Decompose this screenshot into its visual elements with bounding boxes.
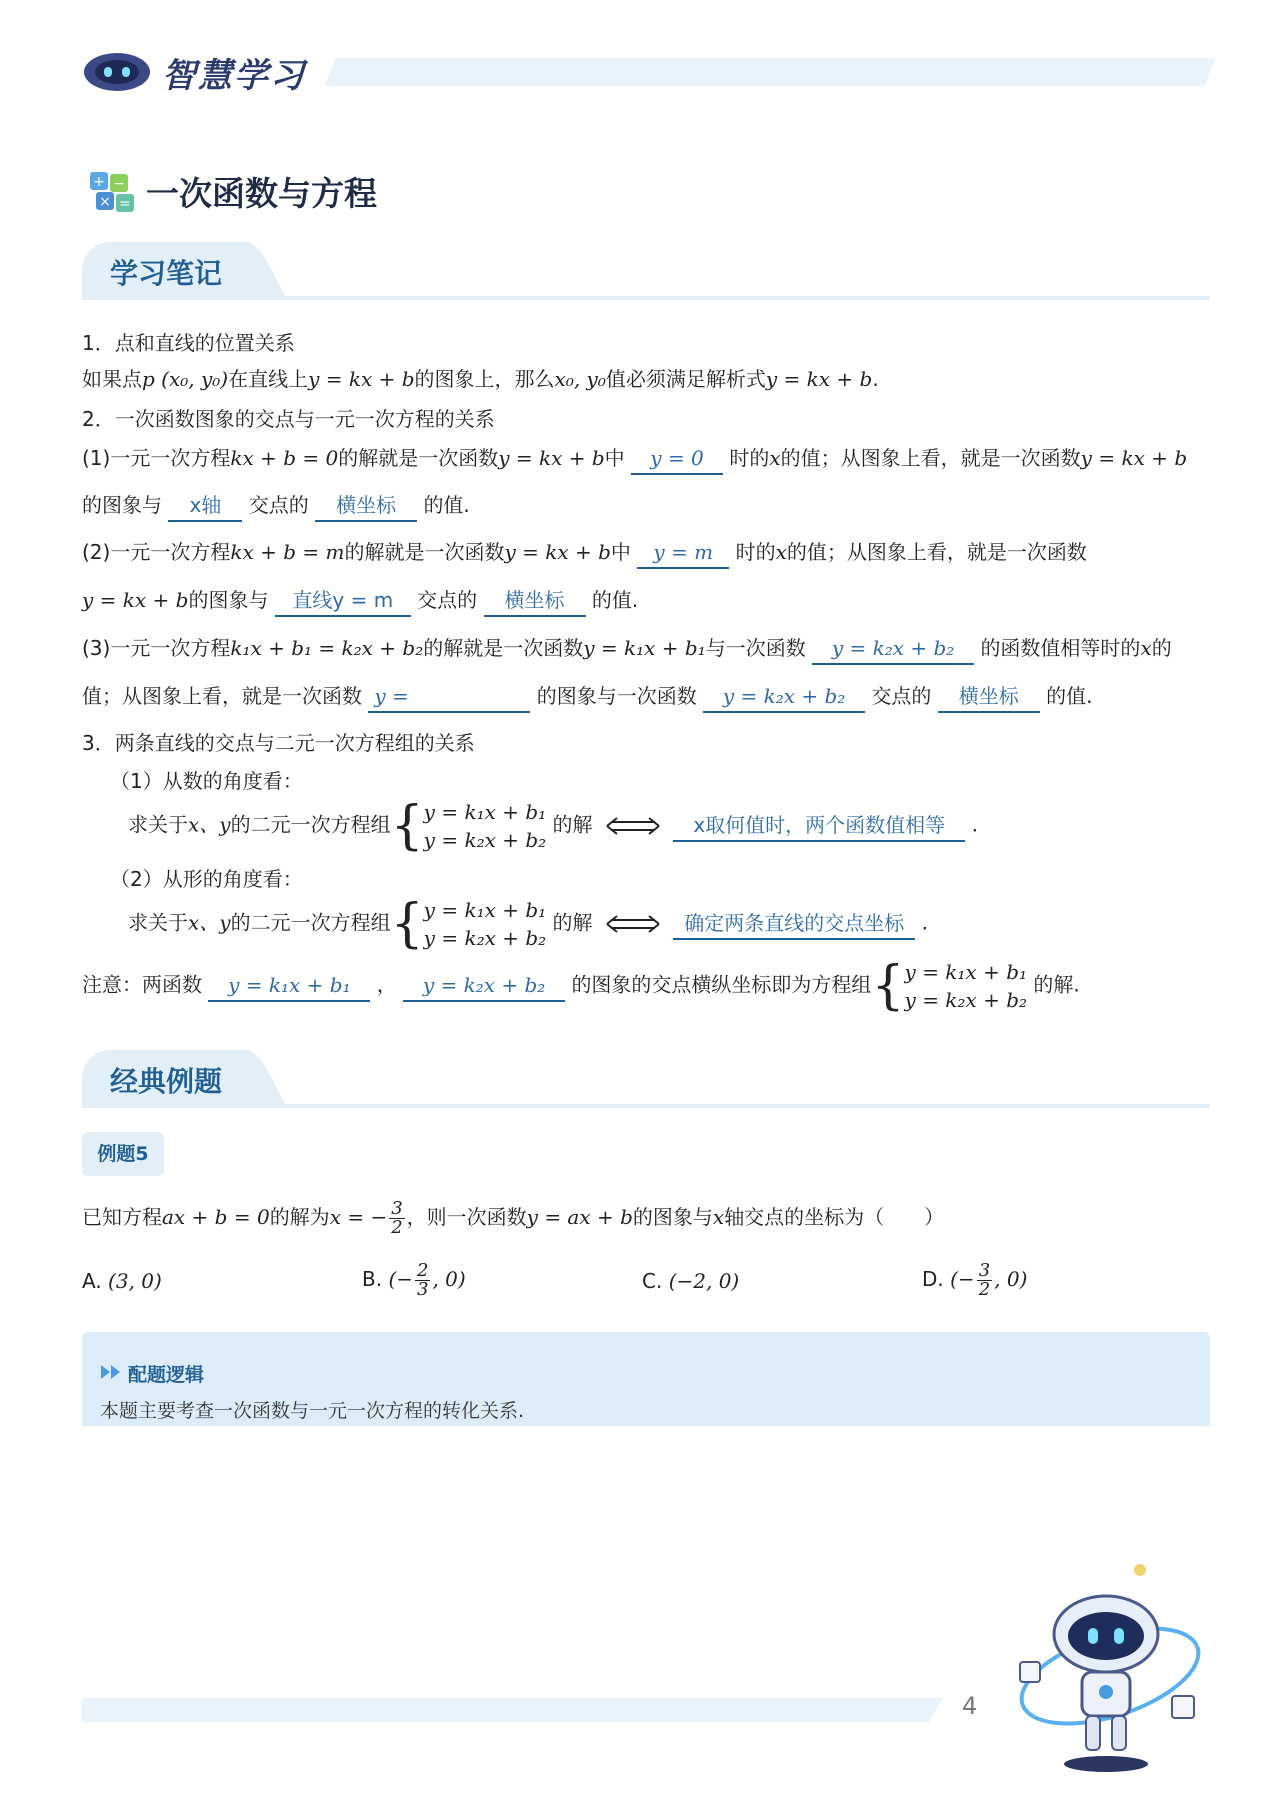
note-heading-1: 1．点和直线的位置关系	[82, 331, 295, 355]
note-heading-3: 3．两条直线的交点与二元一次方程组的关系	[82, 731, 475, 755]
view-2-line: 求关于x、y的二元一次方程组{ y = k₁x + b₁ y = k₂x + b₂ 的解 确定两条直线的交点坐标 .	[128, 894, 928, 954]
logic-text: 本题主要考查一次函数与一元一次方程的转化关系.	[100, 1400, 525, 1422]
option-a[interactable]: A. (3, 0)	[82, 1269, 162, 1293]
blank-answer: y =	[368, 681, 530, 713]
svg-text:−: −	[113, 176, 125, 192]
logic-title: 配题逻辑	[128, 1364, 205, 1386]
blank-answer: y = k₂x + b₂	[703, 681, 865, 713]
page-title: 一次函数与方程	[146, 174, 377, 213]
robot-mascot-icon	[1010, 1556, 1210, 1780]
note-2-1-line-2: 的图象与 x轴 交点的 横坐标 的值.	[82, 490, 470, 522]
svg-text:=: =	[119, 196, 131, 212]
view-1-title: （1）从数的角度看：	[110, 769, 303, 793]
blank-answer: x取何值时，两个函数值相等	[673, 810, 965, 842]
robot-logo-icon	[82, 46, 152, 94]
blank-answer: y = 0	[631, 443, 723, 475]
note-1-text: 如果点p (x₀, y₀)在直线上y = kx + b的图象上，那么x₀, y₀值必须满足解析式y = kx + b.	[82, 367, 879, 391]
section-divider	[82, 296, 1210, 300]
blank-answer: 横坐标	[484, 585, 586, 617]
blank-answer: 横坐标	[315, 490, 417, 522]
blank-answer: x轴	[168, 490, 242, 522]
option-d[interactable]: D. (− $\frac{3}{2}$ , 0)	[922, 1260, 1028, 1300]
option-b[interactable]: B. (− $\frac{2}{3}$ , 0)	[362, 1260, 466, 1300]
section-title-examples: 经典例题	[110, 1065, 223, 1098]
blank-answer: y = k₂x + b₂	[812, 633, 974, 665]
double-arrow-icon	[605, 914, 661, 934]
view-1-line: 求关于x、y的二元一次方程组{ y = k₁x + b₁ y = k₂x + b₂ 的解 x取何值时，两个函数值相等 .	[128, 796, 978, 856]
note-caution-line: 注意：两函数 y = k₁x + b₁ ， y = k₂x + b₂ 的图象的交点横纵坐标即为方程组{ y = k₁x + b₁ y = k₂x + b₂ 的解.	[82, 956, 1080, 1016]
view-2-title: （2）从形的角度看：	[110, 867, 303, 891]
blank-answer: y = k₂x + b₂	[403, 970, 565, 1002]
example-badge: 例题5	[82, 1132, 164, 1176]
blank-answer: 确定两条直线的交点坐标	[673, 908, 915, 940]
note-2-2-line-2: y = kx + b的图象与 直线y = m 交点的 横坐标 的值.	[82, 585, 638, 617]
option-c[interactable]: C. (−2, 0)	[642, 1269, 740, 1293]
note-heading-2: 2．一次函数图象的交点与一元一次方程的关系	[82, 407, 495, 431]
example-question: 已知方程ax + b = 0的解为x = − $\frac{3}{2}$ ，则一次函数y = ax + b的图象与x轴交点的坐标为（ ）	[82, 1198, 945, 1238]
calculator-icon	[88, 170, 144, 214]
section-title-notes: 学习笔记	[110, 257, 223, 290]
section-divider	[82, 1104, 1210, 1108]
note-2-3-line-2: 值；从图象上看，就是一次函数 y = 的图象与一次函数 y = k₂x + b₂ 交点的 横坐标 的值.	[82, 681, 1093, 713]
note-2-2-line-1: (2)一元一次方程kx + b = m的解就是一次函数y = kx + b中 y = m 时的x的值；从图象上看，就是一次函数	[82, 537, 1087, 569]
header-decoration-band	[325, 58, 1215, 86]
blank-answer: 横坐标	[938, 681, 1040, 713]
fast-forward-icon	[100, 1364, 122, 1380]
svg-text:×: ×	[99, 194, 111, 210]
blank-answer: y = m	[637, 537, 729, 569]
note-2-3-line-1: (3)一元一次方程k₁x + b₁ = k₂x + b₂的解就是一次函数y = k₁x + b₁与一次函数 y = k₂x + b₂ 的函数值相等时的x的	[82, 633, 1172, 665]
brand-name: 智慧学习	[162, 56, 306, 96]
double-arrow-icon	[605, 816, 661, 836]
page-number: 4	[962, 1692, 978, 1720]
blank-answer: 直线y = m	[275, 585, 411, 617]
note-2-1-line-1: (1)一元一次方程kx + b = 0的解就是一次函数y = kx + b中 y = 0 时的x的值；从图象上看，就是一次函数y = kx + b	[82, 443, 1187, 475]
blank-answer: y = k₁x + b₁	[208, 970, 370, 1002]
svg-text:+: +	[93, 174, 105, 190]
footer-decoration-band	[82, 1698, 922, 1722]
